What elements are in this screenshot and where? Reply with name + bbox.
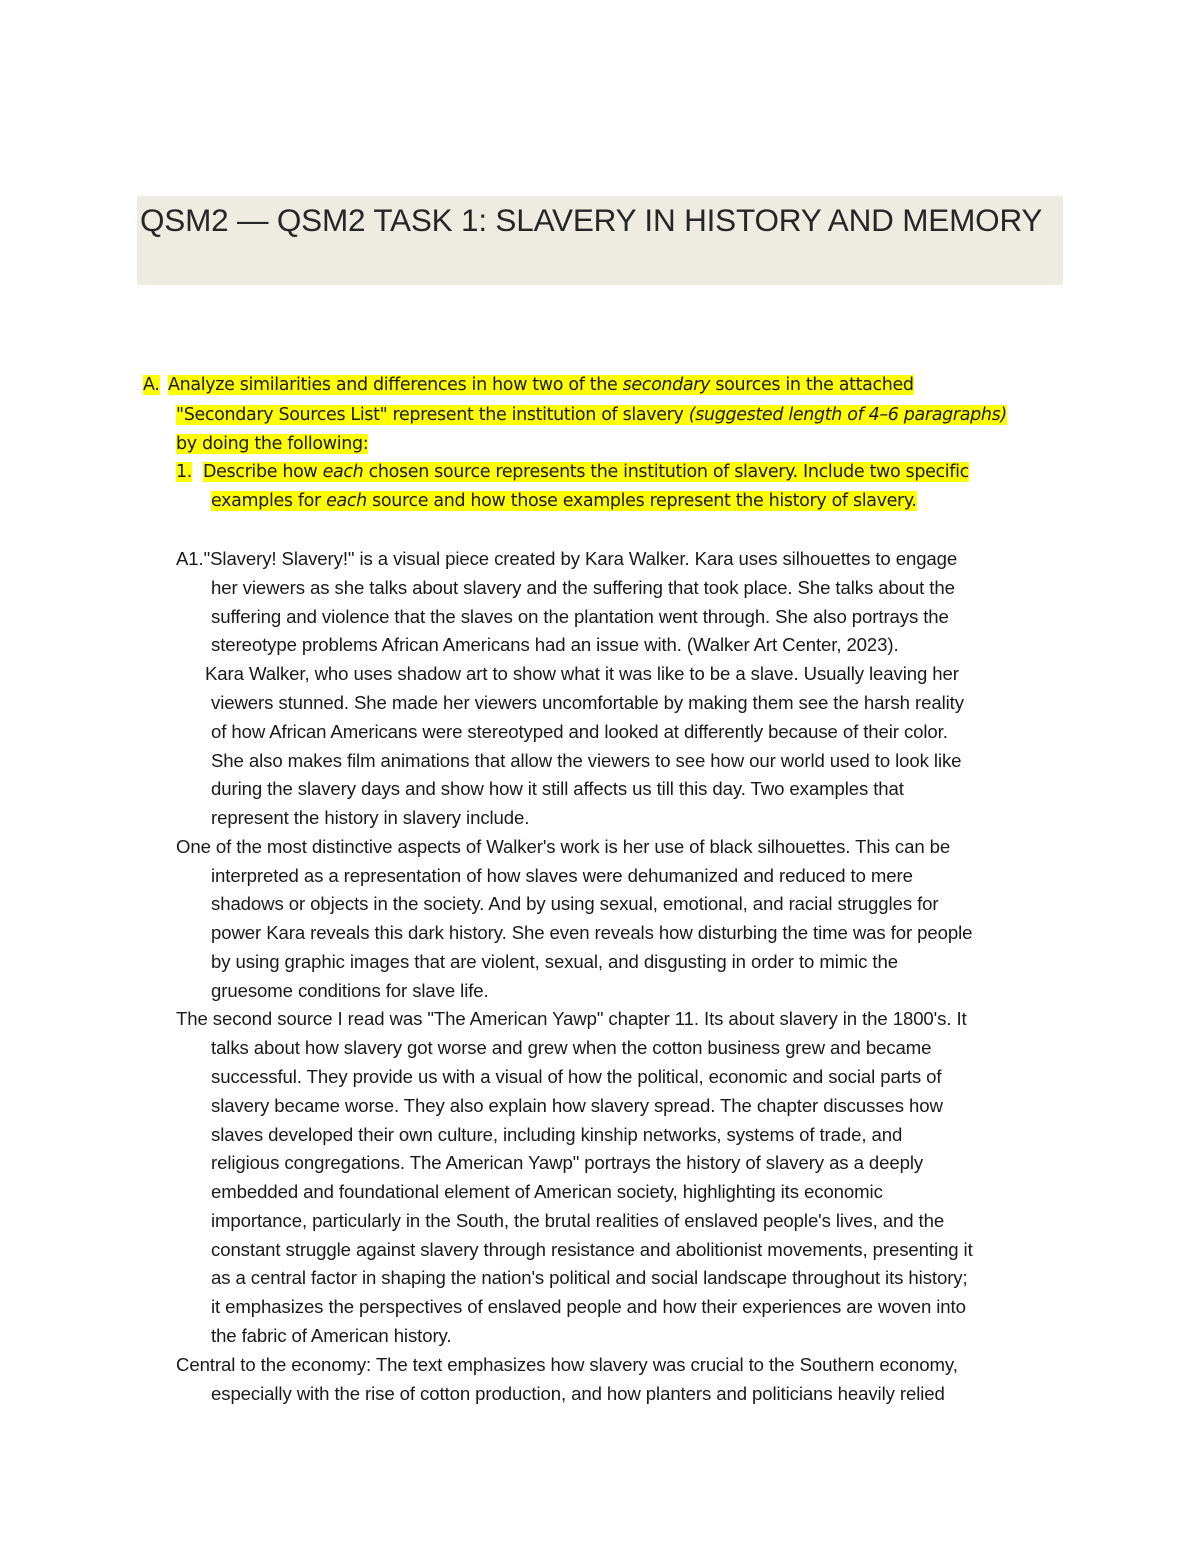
response-line: Kara Walker, who uses shadow art to show what it was like to be a slave. Usually leaving her [205, 663, 959, 684]
subquestion-line-2: examples for each source and how those examples represent the history of slavery. [211, 491, 917, 511]
response-line: viewers stunned. She made her viewers uncomfortable by making them see the harsh reality [211, 692, 964, 713]
response-line: religious congregations. The American Yawp" portrays the history of slavery as a deeply [211, 1152, 924, 1173]
title-band [137, 196, 1063, 285]
response-line: it emphasizes the perspectives of enslaved people and how their experiences are woven into [211, 1296, 966, 1317]
response-line: stereotype problems African Americans had an issue with. (Walker Art Center, 2023). [211, 634, 899, 655]
response-line: successful. They provide us with a visual of how the political, economic and social parts of [211, 1066, 942, 1087]
response-line: during the slavery days and show how it still affects us till this day. Two examples that [211, 778, 904, 799]
response-line: of how African Americans were stereotyped and looked at differently because of their color. [211, 721, 948, 742]
response-line: importance, particularly in the South, the brutal realities of enslaved people's lives, and the [211, 1210, 945, 1231]
response-line: She also makes film animations that allow the viewers to see how our world used to look like [211, 750, 962, 771]
response-line: A1."Slavery! Slavery!" is a visual piece created by Kara Walker. Kara uses silhouettes to engage [176, 548, 958, 569]
response-line: power Kara reveals this dark history. She even reveals how disturbing the time was for people [211, 922, 973, 943]
page-title: QSM2 — QSM2 TASK 1: SLAVERY IN HISTORY AND MEMORY [140, 202, 1043, 238]
response-line: by using graphic images that are violent, sexual, and disgusting in order to mimic the [211, 951, 898, 972]
response-line: her viewers as she talks about slavery and the suffering that took place. She talks about the [211, 577, 955, 598]
response-line: suffering and violence that the slaves on the plantation went through. She also portrays the [211, 606, 949, 627]
response-line: embedded and foundational element of American society, highlighting its economic [211, 1181, 883, 1202]
response-line: constant struggle against slavery through resistance and abolitionist movements, presenting it [211, 1239, 973, 1260]
response-line: as a central factor in shaping the nation's political and social landscape throughout its history; [211, 1267, 968, 1288]
response-line: slaves developed their own culture, including kinship networks, systems of trade, and [211, 1124, 903, 1145]
subquestion-line-1: Describe how each chosen source represents the institution of slavery. Include two specific [203, 462, 969, 482]
response-line: represent the history in slavery include. [211, 807, 530, 828]
response-line: the fabric of American history. [211, 1325, 452, 1346]
response-line: gruesome conditions for slave life. [211, 980, 489, 1001]
response-line: shadows or objects in the society. And by using sexual, emotional, and racial struggles for [211, 893, 939, 914]
question-line-3: by doing the following: [176, 434, 369, 454]
response-line: especially with the rise of cotton production, and how planters and politicians heavily relied [211, 1383, 945, 1404]
response-line: slavery became worse. They also explain how slavery spread. The chapter discusses how [211, 1095, 943, 1116]
question-line-2: "Secondary Sources List" represent the institution of slavery (suggested length of 4–6 paragraphs) [176, 405, 1007, 425]
response-line: interpreted as a representation of how slaves were dehumanized and reduced to mere [211, 865, 913, 886]
response-line: The second source I read was "The American Yawp" chapter 11. Its about slavery in the 1800's. It [176, 1008, 967, 1029]
response-line: Central to the economy: The text emphasizes how slavery was crucial to the Southern economy, [176, 1354, 958, 1375]
response-line: One of the most distinctive aspects of Walker's work is her use of black silhouettes. This can be [176, 836, 951, 857]
response-line: talks about how slavery got worse and grew when the cotton business grew and became [211, 1037, 932, 1058]
question-line-1: Analyze similarities and differences in how two of the secondary sources in the attached [168, 375, 914, 395]
question-marker: A. [143, 375, 160, 395]
subquestion-marker: 1. [176, 462, 192, 482]
